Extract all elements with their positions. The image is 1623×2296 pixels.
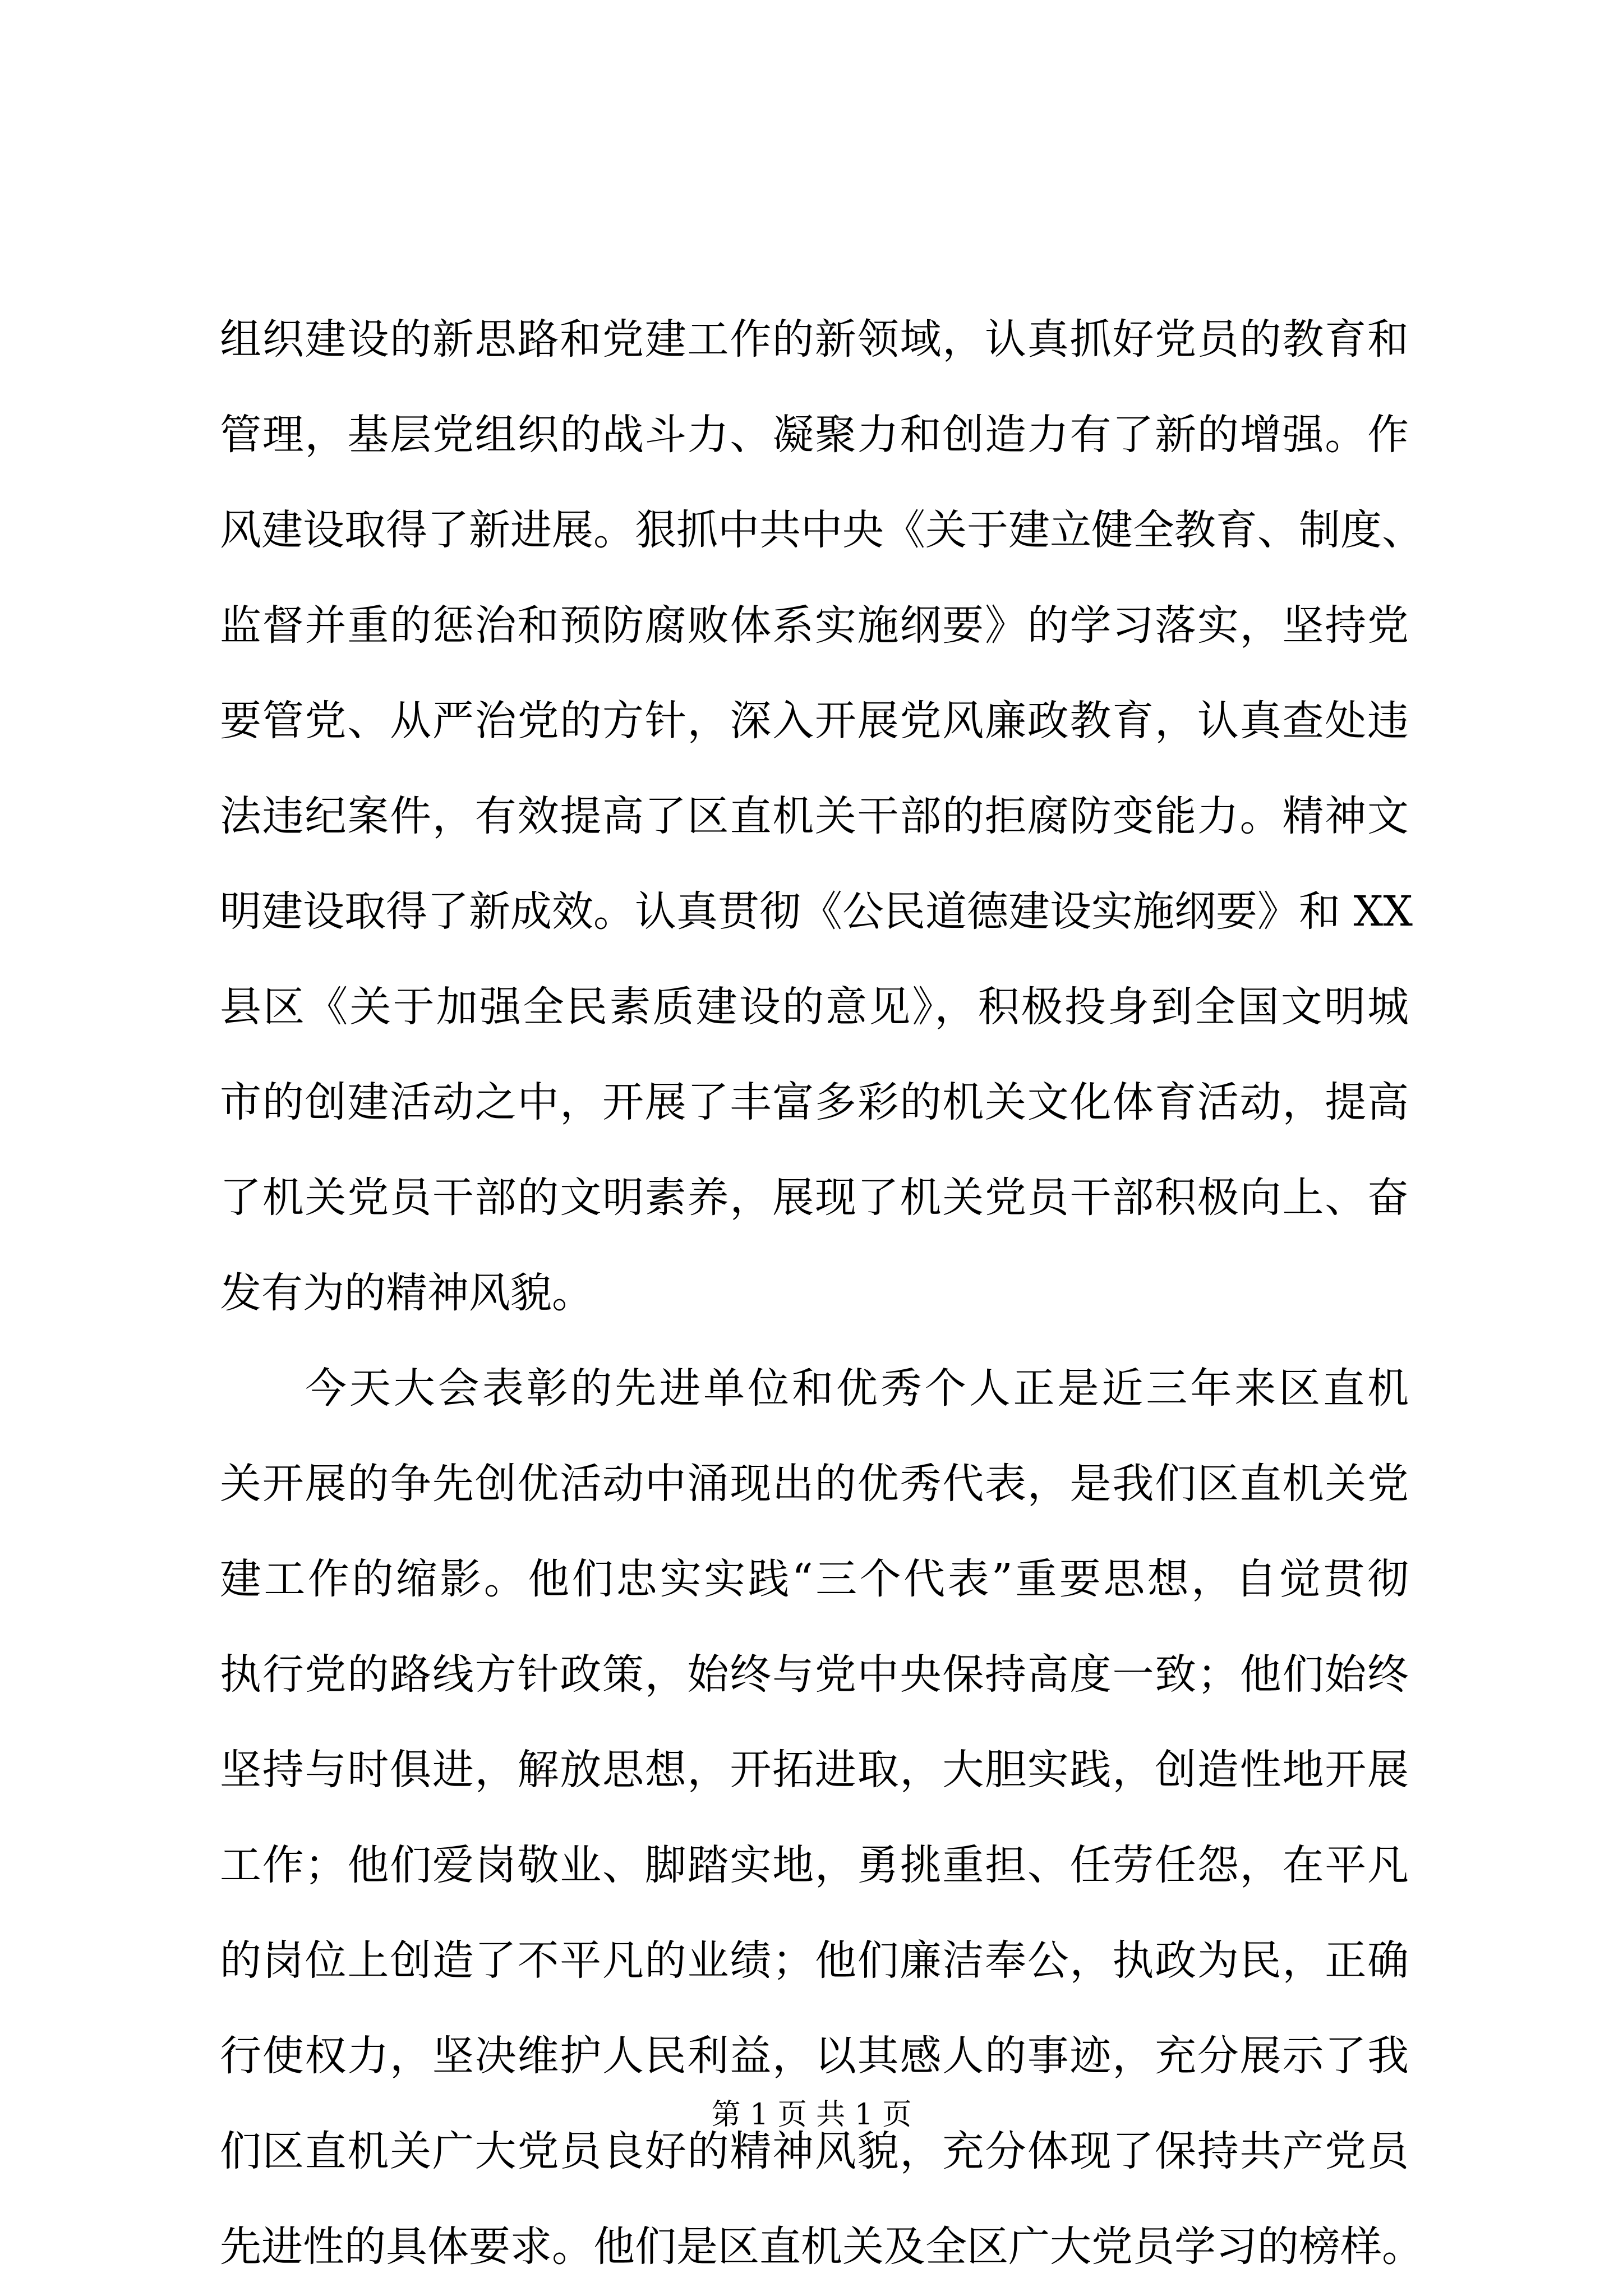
text-line: 要管党、从严治党的方针，深入开展党风廉政教育，认真查处违 — [220, 697, 1409, 745]
text-line: 今天大会表彰的先进单位和优秀个人正是近三年来区直机 — [305, 1364, 1409, 1412]
text-line: 的岗位上创造了不平凡的业绩；他们廉洁奉公，执政为民，正确 — [220, 1936, 1409, 1985]
paragraph — [220, 292, 1423, 1341]
text-line: 管理，基层党组织的战斗力、凝聚力和创造力有了新的增强。作 — [220, 411, 1409, 459]
text-line: 明建设取得了新成效。认真贯彻《公民道德建设实施纲要》和 XX — [220, 887, 1413, 936]
text-line: 先进性的具体要求。他们是区直机关及全区广大党员学习的榜样。 — [220, 2223, 1423, 2271]
text-line: 风建设取得了新进展。狠抓中共中央《关于建立健全教育、制度、 — [220, 506, 1423, 554]
text-line: 监督并重的惩治和预防腐败体系实施纲要》的学习落实，坚持党 — [220, 601, 1409, 650]
text-line: 法违纪案件，有效提高了区直机关干部的拒腐防变能力。精神文 — [220, 792, 1409, 840]
text-line: 了机关党员干部的文明素养，展现了机关党员干部积极向上、奋 — [220, 1174, 1409, 1222]
text-line: 行使权力，坚决维护人民利益，以其感人的事迹，充分展示了我 — [220, 2032, 1409, 2080]
text-line: 市的创建活动之中，开展了丰富多彩的机关文化体育活动，提高 — [220, 1078, 1409, 1126]
page-number: 第 1 页 共 1 页 — [711, 2098, 912, 2132]
text-line: 工作；他们爱岗敬业、脚踏实地，勇挑重担、任劳任怨，在平凡 — [220, 1841, 1409, 1889]
page-footer — [0, 2095, 1623, 2134]
text-line: 关开展的争先创优活动中涌现出的优秀代表，是我们区直机关党 — [220, 1460, 1409, 1508]
text-line: 们区直机关广大党员良好的精神风貌，充分体现了保持共产党员 — [220, 2127, 1409, 2175]
text-line: 发有为的精神风貌。 — [220, 1269, 593, 1317]
body-text — [220, 292, 1423, 2294]
paragraph — [220, 1341, 1423, 2294]
text-line: 组织建设的新思路和党建工作的新领域，认真抓好党员的教育和 — [220, 315, 1409, 364]
text-line: 坚持与时俱进，解放思想，开拓进取，大胆实践，创造性地开展 — [220, 1746, 1409, 1794]
text-line: 县区《关于加强全民素质建设的意见》，积极投身到全国文明城 — [220, 983, 1409, 1031]
text-line: 建工作的缩影。他们忠实实践“三个代表”重要思想，自觉贯彻 — [220, 1555, 1409, 1603]
text-line: 执行党的路线方针政策，始终与党中央保持高度一致；他们始终 — [220, 1650, 1409, 1699]
